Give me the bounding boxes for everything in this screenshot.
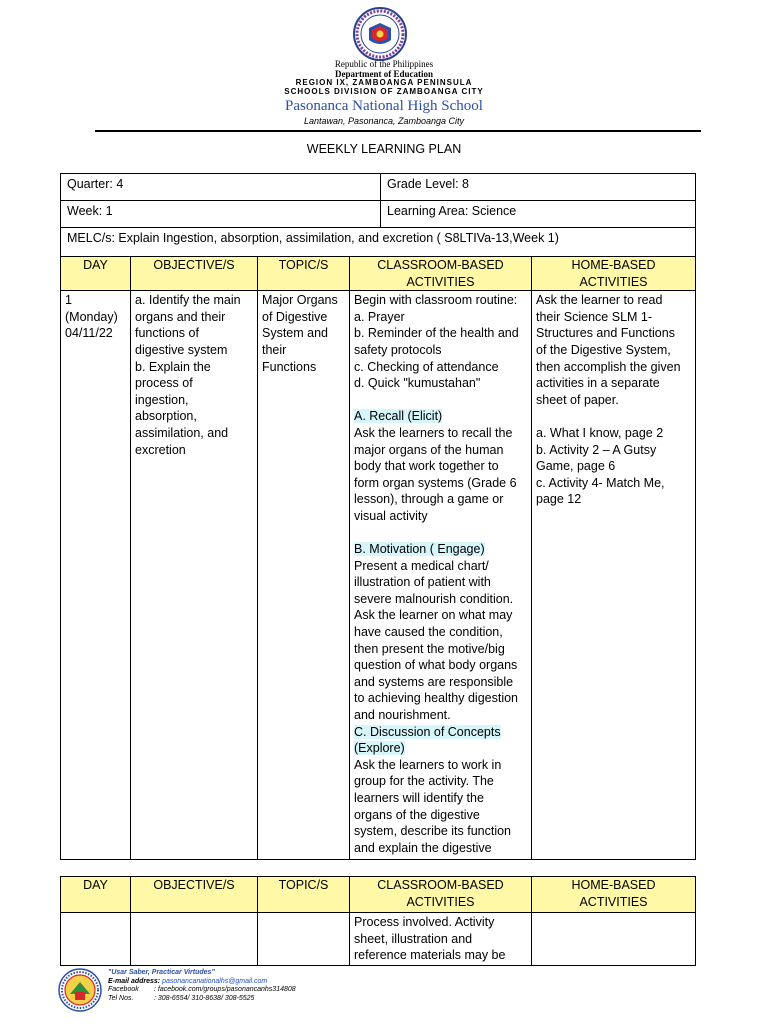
page-title: WEEKLY LEARNING PLAN — [306, 142, 462, 156]
department-text: Department of Education — [335, 69, 433, 79]
col-home-line2: ACTIVITIES — [579, 274, 648, 289]
footer-email-label: E-mail address: — [108, 977, 161, 985]
discussion-heading-cont: (Explore) — [354, 741, 405, 756]
recall-line: body that work together to — [354, 459, 499, 474]
col-objectives: OBJECTIVE/S — [131, 257, 258, 291]
footer-email[interactable]: pasonancanationalhs@gmail.com — [162, 977, 268, 985]
topics-cell — [258, 291, 350, 860]
day-name: (Monday) — [65, 309, 118, 324]
school-logo-icon — [58, 968, 102, 1012]
col-objectives: OBJECTIVE/S — [131, 877, 258, 913]
spacer — [354, 525, 527, 542]
footer-facebook[interactable]: : facebook.com/groups/pasonancanhs314808 — [154, 986, 296, 994]
classroom-line: Process involved. Activity — [354, 915, 495, 929]
motivation-line: and nourishment. — [354, 708, 451, 723]
footer-email-row — [108, 978, 296, 987]
plan-table-header-continued — [61, 877, 696, 913]
routine-line: d. Quick "kumustahan" — [354, 376, 481, 391]
day-number: 1 — [65, 293, 72, 308]
home-activity-line: c. Activity 4- Match Me, — [536, 475, 665, 490]
objective-line: excretion — [135, 442, 186, 457]
plan-table — [60, 256, 696, 860]
header-divider — [95, 130, 701, 132]
col-home-line2: ACTIVITIES — [579, 894, 648, 909]
motivation-line: and systems are responsible — [354, 674, 514, 689]
learning-area-cell: Learning Area: Science — [381, 201, 696, 228]
discussion-line: system, describe its function — [354, 824, 512, 839]
motivation-line: have caused the condition, — [354, 625, 503, 640]
topic-line: of Digestive — [262, 309, 328, 324]
objective-line: absorption, — [135, 409, 197, 424]
topic-line: Functions — [262, 359, 317, 374]
routine-line: b. Reminder of the health and — [354, 326, 519, 341]
table-row — [61, 913, 696, 966]
recall-line: lesson), through a game or — [354, 492, 504, 507]
col-classroom-line1: CLASSROOM-BASED — [377, 878, 504, 892]
spacer — [354, 392, 527, 409]
school-address: Lantawan, Pasonanca, Zamboanga City — [303, 116, 465, 126]
home-intro-line: their Science SLM 1- — [536, 309, 653, 324]
recall-heading: A. Recall (Elicit) — [354, 409, 443, 424]
day-cell — [61, 913, 131, 966]
topic-line: Major Organs — [262, 293, 338, 308]
objectives-cell — [131, 913, 258, 966]
objectives-cell — [131, 291, 258, 860]
recall-line: visual activity — [354, 508, 428, 523]
col-topics: TOPIC/S — [258, 877, 350, 913]
home-intro-line: then accomplish the given — [536, 359, 681, 374]
objective-line: b. Explain the — [135, 359, 211, 374]
objective-line: process of — [135, 376, 193, 391]
division-text: SCHOOLS DIVISION OF ZAMBOANGA CITY — [284, 87, 484, 96]
footer-tel-label: Tel Nos. — [108, 994, 134, 1002]
col-day: DAY — [61, 257, 131, 291]
motivation-line: illustration of patient with — [354, 575, 491, 590]
footer-facebook-row — [108, 986, 296, 995]
plan-table-continued — [60, 876, 696, 966]
region-text: REGION IX, ZAMBOANGA PENINSULA — [295, 78, 473, 87]
motivation-line: severe malnourish condition. — [354, 591, 514, 606]
footer-motto: "Usar Saber, Practicar Virtudes" — [108, 969, 215, 976]
footer-facebook-label: Facebook — [108, 986, 139, 994]
school-name: Pasonanca National High School — [285, 98, 483, 114]
table-row — [61, 291, 696, 860]
motivation-line: to achieving healthy digestion — [354, 691, 519, 706]
home-intro-line: Ask the learner to read — [536, 293, 663, 308]
objective-line: assimilation, and — [135, 425, 229, 440]
col-classroom-line2: ACTIVITIES — [406, 894, 475, 909]
classroom-cell — [350, 913, 532, 966]
col-classroom-line2: ACTIVITIES — [406, 274, 475, 289]
classroom-cell — [350, 291, 532, 860]
routine-line: Begin with classroom routine: — [354, 293, 518, 308]
motivation-line: then present the motive/big — [354, 641, 505, 656]
info-table — [60, 173, 696, 257]
home-cell — [532, 291, 696, 860]
home-activity-line: Game, page 6 — [536, 459, 616, 474]
motivation-line: Present a medical chart/ — [354, 558, 489, 573]
home-activity-line: b. Activity 2 – A Gutsy — [536, 442, 657, 457]
week-cell: Week: 1 — [61, 201, 381, 228]
discussion-line: and explain the digestive — [354, 840, 492, 855]
classroom-line: sheet, illustration and — [354, 931, 473, 946]
home-activity-line: page 12 — [536, 492, 582, 507]
quarter-cell: Quarter: 4 — [61, 174, 381, 201]
routine-line: c. Checking of attendance — [354, 359, 499, 374]
day-date: 04/11/22 — [65, 326, 113, 341]
col-classroom-line1: CLASSROOM-BASED — [377, 258, 504, 272]
deped-seal-icon — [352, 6, 408, 62]
discussion-heading: C. Discussion of Concepts — [354, 724, 501, 739]
col-classroom — [350, 877, 532, 913]
col-home — [532, 257, 696, 291]
discussion-line: Ask the learners to work in — [354, 757, 502, 772]
objective-line: ingestion, — [135, 392, 189, 407]
recall-line: major organs of the human — [354, 442, 504, 457]
routine-line: a. Prayer — [354, 309, 405, 324]
col-day: DAY — [61, 877, 131, 913]
classroom-line: reference materials may be — [354, 948, 506, 963]
objective-line: digestive system — [135, 342, 228, 357]
topic-line: System and — [262, 326, 329, 341]
home-intro-line: activities in a separate — [536, 376, 660, 391]
col-home-line1: HOME-BASED — [571, 878, 656, 892]
spacer — [536, 408, 691, 425]
topic-line: their — [262, 342, 287, 357]
home-intro-line: of the Digestive System, — [536, 342, 671, 357]
col-home-line1: HOME-BASED — [571, 258, 656, 272]
discussion-line: organs of the digestive — [354, 807, 480, 822]
objective-line: a. Identify the main — [135, 293, 241, 308]
motivation-heading: B. Motivation ( Engage) — [354, 542, 485, 557]
objective-line: organs and their — [135, 309, 226, 324]
motivation-line: Ask the learner on what may — [354, 608, 513, 623]
recall-line: form organ systems (Grade 6 — [354, 475, 517, 490]
col-topics: TOPIC/S — [258, 257, 350, 291]
home-cell — [532, 913, 696, 966]
motivation-line: question of what body organs — [354, 658, 518, 673]
grade-level-cell: Grade Level: 8 — [381, 174, 696, 201]
page-footer — [58, 966, 458, 1020]
discussion-line: group for the activity. The — [354, 774, 494, 789]
day-cell — [61, 291, 131, 860]
recall-line: Ask the learners to recall the — [354, 425, 513, 440]
melc-cell: MELC/s: Explain Ingestion, absorption, assimilation, and excretion ( S8LTIVa-13,Week 1) — [61, 228, 696, 257]
home-intro-line: sheet of paper. — [536, 392, 619, 407]
republic-text: Republic of the Philippines — [334, 59, 434, 69]
footer-tel: : 308-6554/ 310-8638/ 308-5525 — [154, 994, 255, 1002]
col-classroom — [350, 257, 532, 291]
objective-line: functions of — [135, 326, 199, 341]
routine-line: safety protocols — [354, 342, 442, 357]
home-activity-line: a. What I know, page 2 — [536, 425, 664, 440]
plan-table-header — [61, 257, 696, 291]
footer-tel-row — [108, 995, 296, 1004]
discussion-line: learners will identify the — [354, 791, 484, 805]
topics-cell — [258, 913, 350, 966]
col-home — [532, 877, 696, 913]
home-intro-line: Structures and Functions — [536, 326, 675, 341]
footer-contact — [108, 969, 296, 1003]
